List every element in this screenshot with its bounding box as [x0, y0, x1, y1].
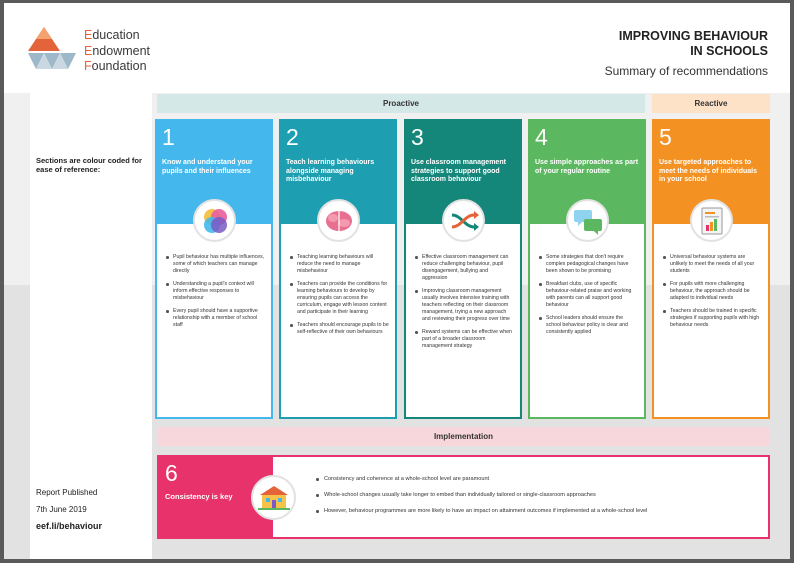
page-subtitle: Summary of recommendations — [604, 64, 768, 78]
card-2-bullets — [289, 254, 389, 342]
card-5-bullet: Universal behaviour systems are unlikely to meet the needs of all your students — [662, 254, 762, 275]
card-6-bullet: Consistency and coherence at a whole-school level are paramount — [315, 476, 647, 483]
card-4-bullet: Breakfast clubs, use of specific behaviour-related praise and working with parents can all support good behaviour — [538, 281, 638, 309]
card-3-heading: Use classroom management strategies to support good classroom behaviour — [411, 159, 506, 183]
card-6-bullets — [315, 476, 647, 524]
published-label: Report Published — [36, 488, 98, 497]
recommendation-card-6 — [157, 455, 770, 539]
card-3-bullet: Improving classroom management usually involves intensive training with teachers reflecting on their classroom management, trying a new approach and reviewing their progress over time — [414, 288, 514, 323]
report-chart-icon — [690, 199, 733, 242]
eef-logo-icon — [26, 25, 78, 73]
school-building-icon — [251, 475, 296, 520]
shuffle-strategy-icon — [442, 199, 485, 242]
card-3-number: 3 — [411, 124, 424, 150]
card-4-bullet: Some strategies that don't require complex pedagogical changes have been shown to be promising — [538, 254, 638, 275]
colour-code-note: Sections are colour coded for ease of reference: — [36, 156, 142, 174]
card-3-bullets — [414, 254, 514, 356]
card-4-number: 4 — [535, 124, 548, 150]
card-5-number: 5 — [659, 124, 672, 150]
recommendation-card-3 — [404, 119, 522, 419]
card-6-number: 6 — [165, 460, 178, 486]
card-4-bullet: School leaders should ensure the school behaviour policy is clear and consistently applied — [538, 315, 638, 336]
card-2-number: 2 — [286, 124, 299, 150]
card-3-bullet: Effective classroom management can reduce challenging behaviour, pupil disengagement, bullying and aggression — [414, 254, 514, 282]
card-2-bullet: Teachers should encourage pupils to be self-reflective of their own behaviours — [289, 322, 389, 336]
card-4-heading: Use simple approaches as part of your regular routine — [535, 159, 639, 175]
published-date: 7th June 2019 — [36, 505, 87, 514]
card-1-bullet: Understanding a pupil's context will inform effective responses to misbehaviour — [165, 281, 265, 302]
reactive-header: Reactive — [652, 94, 770, 113]
card-5-heading: Use targeted approaches to meet the needs of individuals in your school — [659, 159, 758, 183]
proactive-header: Proactive — [157, 94, 645, 113]
brain-icon — [317, 199, 360, 242]
card-1-heading: Know and understand your pupils and their influences — [162, 159, 253, 175]
card-1-bullet: Every pupil should have a supportive relationship with a member of school staff — [165, 308, 265, 329]
card-6-heading: Consistency is key — [165, 492, 233, 501]
report-link[interactable]: eef.li/behaviour — [36, 521, 103, 531]
card-1-bullets — [165, 254, 265, 335]
recommendation-card-1 — [155, 119, 273, 419]
summary-page — [4, 3, 790, 559]
card-3-bullet: Reward systems can be effective when part of a broader classroom management strategy — [414, 329, 514, 350]
card-2-bullet: Teaching learning behaviours will reduce the need to manage misbehaviour — [289, 254, 389, 275]
card-6-bullet: However, behaviour programmes are more likely to have an impact on attainment outcomes if implemented at a whole-school level — [315, 508, 647, 515]
page-title: IMPROVING BEHAVIOUR IN SCHOOLS — [618, 29, 768, 58]
speech-bubbles-icon — [566, 199, 609, 242]
card-6-bullet: Whole-school changes usually take longer to embed than individually tailored or single-classroom approaches — [315, 492, 647, 499]
card-5-bullets — [662, 254, 762, 335]
eef-logo-text: Education Endowment Foundation — [84, 28, 151, 73]
recommendation-card-5 — [652, 119, 770, 419]
recommendation-card-2 — [279, 119, 397, 419]
card-4-bullets — [538, 254, 638, 342]
card-5-bullet: For pupils with more challenging behaviour, the approach should be adapted to individual needs — [662, 281, 762, 302]
card-2-heading: Teach learning behaviours alongside managing misbehaviour — [286, 159, 375, 183]
pupil-influences-icon — [193, 199, 236, 242]
card-1-number: 1 — [162, 124, 175, 150]
implementation-header: Implementation — [157, 427, 770, 446]
card-5-bullet: Teachers should be trained in specific strategies if supporting pupils with high behaviour needs — [662, 308, 762, 329]
card-2-bullet: Teachers can provide the conditions for learning behaviours to develop by ensuring pupils can access the curriculum, engage with lesson content and participate in their learning — [289, 281, 389, 316]
recommendation-card-4 — [528, 119, 646, 419]
card-1-bullet: Pupil behaviour has multiple influences, some of which teachers can manage directly — [165, 254, 265, 275]
